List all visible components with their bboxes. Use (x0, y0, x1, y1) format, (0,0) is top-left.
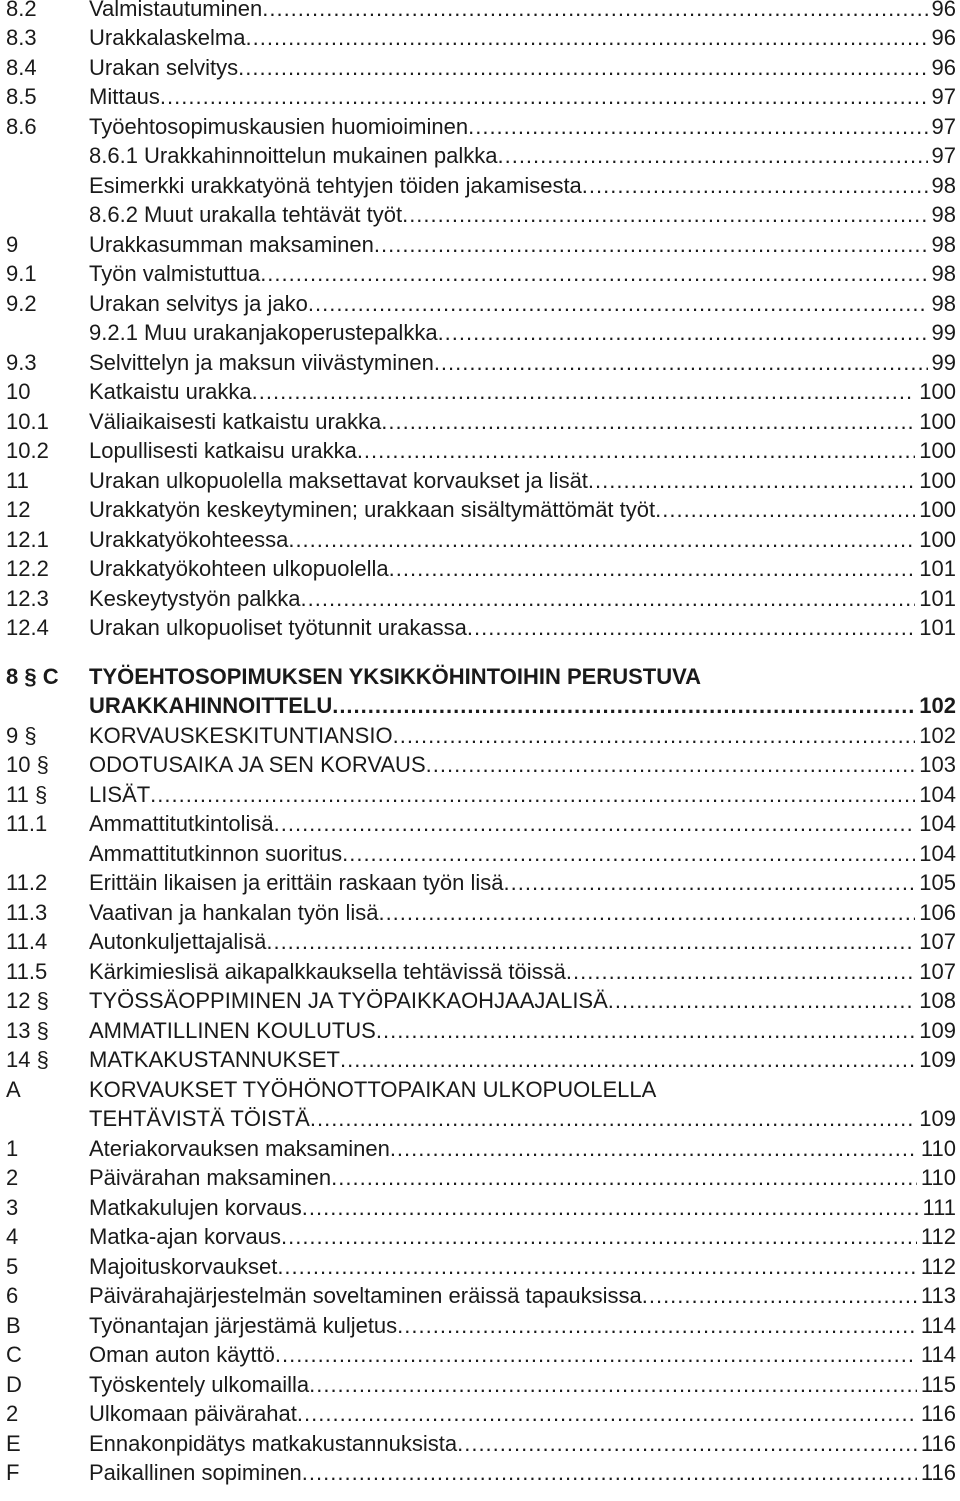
toc-entry-title: URAKKAHINNOITTELU (89, 693, 333, 718)
toc-entry-number: 11.4 (6, 929, 48, 954)
toc-entry-page-number: 100 (919, 497, 956, 522)
toc-entry[interactable] (0, 377, 958, 407)
toc-entry-page-number: 116 (920, 1460, 956, 1485)
dot-leader (393, 721, 916, 751)
toc-entry-page-number: 111 (922, 1195, 956, 1220)
dot-leader (252, 377, 916, 407)
dot-leader (389, 554, 916, 584)
toc-entry-page-number: 109 (919, 1047, 956, 1072)
toc-entry-number: 12 § (6, 988, 49, 1013)
toc-entry-page-number: 110 (920, 1136, 956, 1161)
toc-entry[interactable] (0, 986, 958, 1016)
toc-entry[interactable] (0, 1281, 958, 1311)
toc-entry-number: 1 (6, 1136, 19, 1161)
toc-entry-number: 12.1 (6, 527, 49, 552)
dot-leader (332, 691, 915, 721)
toc-entry-page-number: 112 (920, 1224, 956, 1249)
toc-entry-number: A (6, 1077, 21, 1102)
dot-leader (402, 200, 927, 230)
toc-entry[interactable] (0, 1311, 958, 1341)
toc-entry[interactable] (0, 691, 958, 721)
dot-leader (434, 348, 928, 378)
toc-entry[interactable] (0, 230, 958, 260)
dot-leader (374, 230, 928, 260)
toc-entry[interactable] (0, 0, 958, 24)
toc-entry-title: Lopullisesti katkaisu urakka (89, 438, 357, 463)
toc-entry-title: Urakan ulkopuolella maksettavat korvaukset ja lisät (89, 468, 588, 493)
toc-entry-page-number: 97 (931, 143, 956, 168)
toc-entry-number: 11.3 (6, 900, 48, 925)
dot-leader (310, 1104, 915, 1134)
toc-entry-title: TEHTÄVISTÄ TÖISTÄ (89, 1106, 310, 1131)
toc-entry-number: 10.2 (6, 438, 49, 463)
toc-entry-title: 9.2.1 Muu urakanjakoperustepalkka (89, 320, 438, 345)
toc-entry-title: Väliaikaisesti katkaistu urakka (89, 409, 382, 434)
toc-entry-number: 11.1 (6, 811, 48, 836)
toc-entry-number: 11 § (6, 782, 48, 807)
toc-entry[interactable] (0, 1045, 958, 1075)
toc-entry-page-number: 101 (919, 556, 956, 581)
toc-entry-page-number: 101 (919, 586, 956, 611)
dot-leader (288, 525, 915, 555)
toc-entry-number: 8.2 (6, 0, 37, 21)
toc-entry[interactable] (0, 436, 958, 466)
toc-entry-title: Katkaistu urakka (89, 379, 252, 404)
toc-entry[interactable] (0, 721, 958, 751)
toc-entry-title: KORVAUSKESKITUNTIANSIO (89, 723, 393, 748)
toc-entry[interactable] (0, 1252, 958, 1282)
toc-entry-title: KORVAUKSET TYÖHÖNOTTOPAIKAN ULKOPUOLELLA (89, 1077, 657, 1102)
toc-entry-title: Päivärahan maksaminen (89, 1165, 332, 1190)
toc-entry-page-number: 97 (931, 84, 956, 109)
toc-entry-page-number: 96 (931, 0, 956, 21)
toc-entry[interactable] (0, 1370, 958, 1400)
toc-entry[interactable] (0, 171, 958, 201)
toc-entry[interactable] (0, 525, 958, 555)
dot-leader (331, 1163, 917, 1193)
dot-leader (457, 1429, 917, 1459)
toc-entry[interactable] (0, 662, 958, 692)
toc-entry-title: Urakkatyön keskeytyminen; urakkaan sisältymättömät työt (89, 497, 656, 522)
dot-leader (467, 613, 915, 643)
toc-entry-title: Urakan ulkopuoliset työtunnit urakassa (89, 615, 467, 640)
dot-leader (608, 986, 915, 1016)
toc-entry-title: Erittäin likaisen ja erittäin raskaan työn lisä (89, 870, 504, 895)
toc-entry-number: D (6, 1372, 22, 1397)
toc-entry-page-number: 96 (931, 25, 956, 50)
toc-entry-number: 10.1 (6, 409, 49, 434)
toc-entry[interactable] (0, 1193, 958, 1223)
toc-entry-title: TYÖEHTOSOPIMUKSEN YKSIKKÖHINTOIHIN PERUSTUVA (89, 664, 702, 689)
toc-entry-page-number: 106 (919, 900, 956, 925)
toc-entry[interactable] (0, 584, 958, 614)
dot-leader (275, 1340, 917, 1370)
toc-entry-page-number: 107 (919, 929, 956, 954)
toc-entry[interactable] (0, 1399, 958, 1429)
toc-entry-number: 8.3 (6, 25, 37, 50)
toc-entry-page-number: 116 (920, 1401, 956, 1426)
dot-leader (342, 839, 915, 869)
toc-entry-title: 8.6.2 Muut urakalla tehtävät työt (89, 202, 403, 227)
toc-entry-number: B (6, 1313, 21, 1338)
toc-entry-page-number: 100 (919, 527, 956, 552)
toc-entry-number: 9.3 (6, 350, 37, 375)
toc-entry[interactable] (0, 898, 958, 928)
toc-entry-title: Ammattitutkinnon suoritus (89, 841, 343, 866)
toc-entry-page-number: 100 (919, 379, 956, 404)
toc-entry-number: 9 § (6, 723, 37, 748)
toc-entry-number: 9.2 (6, 291, 37, 316)
toc-entry-title: Esimerkki urakkatyönä tehtyjen töiden jakamisesta (89, 173, 582, 198)
toc-entry-number: 8.5 (6, 84, 37, 109)
toc-entry-page-number: 97 (931, 114, 956, 139)
toc-entry-page-number: 98 (931, 291, 956, 316)
dot-leader (260, 259, 927, 289)
toc-entry-number: 12.3 (6, 586, 49, 611)
toc-entry[interactable] (0, 318, 958, 348)
dot-leader (308, 289, 928, 319)
dot-leader (381, 407, 915, 437)
toc-entry-page-number: 98 (931, 232, 956, 257)
toc-entry-page-number: 102 (919, 693, 956, 718)
toc-entry-page-number: 99 (931, 350, 956, 375)
dot-leader (390, 1134, 917, 1164)
toc-entry-number: 10 § (6, 752, 49, 777)
dot-leader (582, 171, 928, 201)
toc-entry-number: 14 § (6, 1047, 49, 1072)
dot-leader (309, 1370, 917, 1400)
toc-entry-title: Keskeytystyön palkka (89, 586, 301, 611)
toc-entry[interactable] (0, 957, 958, 987)
dot-leader (655, 495, 915, 525)
toc-entry[interactable] (0, 466, 958, 496)
toc-entry[interactable] (0, 613, 958, 643)
toc-entry-title: Vaativan ja hankalan työn lisä (89, 900, 379, 925)
toc-entry[interactable] (0, 868, 958, 898)
toc-entry[interactable] (0, 112, 958, 142)
toc-entry-page-number: 99 (931, 320, 956, 345)
toc-entry[interactable] (0, 839, 958, 869)
toc-entry-number: 12.4 (6, 615, 49, 640)
toc-entry-number: 2 (6, 1401, 19, 1426)
toc-entry[interactable] (0, 750, 958, 780)
dot-leader (277, 1252, 917, 1282)
toc-entry-title: Ateriakorvauksen maksaminen (89, 1136, 390, 1161)
toc-entry-title: Oman auton käyttö (89, 1342, 275, 1367)
dot-leader (376, 1016, 915, 1046)
toc-entry-title: Matka-ajan korvaus (89, 1224, 281, 1249)
toc-entry[interactable] (0, 1458, 958, 1488)
toc-entry-page-number: 109 (919, 1106, 956, 1131)
toc-entry-title: Työn valmistuttua (89, 261, 261, 286)
toc-entry-page-number: 104 (919, 841, 956, 866)
toc-entry-title: Työehtosopimuskausien huomioiminen (89, 114, 469, 139)
toc-entry-number: 6 (6, 1283, 19, 1308)
dot-leader (642, 1281, 917, 1311)
dot-leader (301, 584, 916, 614)
toc-entry-page-number: 101 (919, 615, 956, 640)
toc-entry-number: 8 § C (6, 664, 59, 689)
toc-entry-page-number: 100 (919, 468, 956, 493)
toc-entry[interactable] (0, 259, 958, 289)
toc-entry-number: 8.6 (6, 114, 37, 139)
toc-entry-number: 11 (6, 468, 29, 493)
toc-entry-title: Ennakonpidätys matkakustannuksista (89, 1431, 458, 1456)
toc-entry-title: Mittaus (89, 84, 160, 109)
toc-entry[interactable] (0, 1016, 958, 1046)
toc-entry-title: TYÖSSÄOPPIMINEN JA TYÖPAIKKAOHJAAJALISÄ (89, 988, 608, 1013)
toc-entry-title: Urakkatyökohteessa (89, 527, 289, 552)
toc-entry-page-number: 100 (919, 438, 956, 463)
toc-entry-page-number: 96 (931, 55, 956, 80)
toc-entry-page-number: 114 (920, 1342, 956, 1367)
dot-leader (302, 1193, 919, 1223)
toc-entry-number: 9.1 (6, 261, 37, 286)
toc-entry-number: 8.4 (6, 55, 37, 80)
toc-entry-number: 11.2 (6, 870, 48, 895)
dot-leader (246, 23, 928, 53)
toc-entry-title: 8.6.1 Urakkahinnoittelun mukainen palkka (89, 143, 498, 168)
toc-entry[interactable] (0, 780, 958, 810)
toc-entry-number: E (6, 1431, 21, 1456)
dot-leader (438, 318, 928, 348)
dot-leader (588, 466, 915, 496)
toc-entry[interactable] (0, 809, 958, 839)
toc-entry-page-number: 112 (920, 1254, 956, 1279)
dot-leader (238, 53, 927, 83)
toc-entry[interactable] (0, 289, 958, 319)
toc-entry-title: LISÄT (89, 782, 151, 807)
toc-entry[interactable] (0, 1222, 958, 1252)
toc-entry-page-number: 102 (919, 723, 956, 748)
toc-entry[interactable] (0, 554, 958, 584)
toc-entry-title: Ulkomaan päivärahat (89, 1401, 297, 1426)
toc-entry-title: Ammattitutkintolisä (89, 811, 274, 836)
toc-entry[interactable] (0, 348, 958, 378)
dot-leader (281, 1222, 917, 1252)
dot-leader (468, 112, 927, 142)
toc-entry[interactable] (0, 82, 958, 112)
toc-entry-title: MATKAKUSTANNUKSET (89, 1047, 340, 1072)
toc-entry-page-number: 103 (919, 752, 956, 777)
dot-leader (566, 957, 915, 987)
toc-entry-page-number: 98 (931, 261, 956, 286)
toc-entry-title: Majoituskorvaukset (89, 1254, 278, 1279)
toc-entry[interactable] (0, 1340, 958, 1370)
toc-entry-number: C (6, 1342, 22, 1367)
toc-entry[interactable] (0, 1104, 958, 1134)
toc-entry-title: Kärkimieslisä aikapalkkauksella tehtävissä töissä (89, 959, 566, 984)
toc-entry-title: Paikallinen sopiminen (89, 1460, 302, 1485)
dot-leader (378, 898, 915, 928)
toc-entry-page-number: 110 (920, 1165, 956, 1190)
toc-entry-number: 10 (6, 379, 31, 404)
toc-entry-title: Urakkatyökohteen ulkopuolella (89, 556, 389, 581)
dot-leader (297, 1399, 917, 1429)
toc-entry[interactable] (0, 23, 958, 53)
toc-entry-page-number: 98 (931, 202, 956, 227)
dot-leader (340, 1045, 915, 1075)
toc-entry-title: AMMATILLINEN KOULUTUS (89, 1018, 376, 1043)
toc-entry-number: 9 (6, 232, 19, 257)
toc-entry-page-number: 109 (919, 1018, 956, 1043)
toc-entry-number: 4 (6, 1224, 19, 1249)
toc-entry-page-number: 105 (919, 870, 956, 895)
toc-entry-title: Autonkuljettajalisä (89, 929, 267, 954)
toc-entry-page-number: 116 (920, 1431, 956, 1456)
toc-entry-number: F (6, 1460, 20, 1485)
toc-entry[interactable] (0, 1075, 958, 1105)
toc-entry-title: Urakan selvitys (89, 55, 239, 80)
toc-entry-title: Urakkasumman maksaminen (89, 232, 374, 257)
toc-entry[interactable] (0, 141, 958, 171)
toc-entry[interactable] (0, 495, 958, 525)
toc-entry-title: Työnantajan järjestämä kuljetus (89, 1313, 398, 1338)
toc-entry-page-number: 114 (920, 1313, 956, 1338)
toc-entry-number: 3 (6, 1195, 19, 1220)
dot-leader (302, 1458, 917, 1488)
dot-leader (497, 141, 927, 171)
toc-entry-title: ODOTUSAIKA JA SEN KORVAUS (89, 752, 426, 777)
dot-leader (266, 927, 915, 957)
toc-entry-page-number: 115 (920, 1372, 956, 1397)
toc-entry-title: Matkakulujen korvaus (89, 1195, 302, 1220)
toc-entry-title: Päivärahajärjestelmän soveltaminen eräissä tapauksissa (89, 1283, 642, 1308)
toc-entry[interactable] (0, 1429, 958, 1459)
dot-leader (262, 0, 927, 24)
dot-leader (397, 1311, 917, 1341)
toc-entry[interactable] (0, 1163, 958, 1193)
toc-entry[interactable] (0, 53, 958, 83)
toc-entry-number: 11.5 (6, 959, 48, 984)
toc-entry-page-number: 100 (919, 409, 956, 434)
toc-entry-title: Selvittelyn ja maksun viivästyminen (89, 350, 434, 375)
toc-entry-page-number: 98 (931, 173, 956, 198)
toc-entry-number: 5 (6, 1254, 19, 1279)
toc-entry-title: Valmistautuminen (89, 0, 263, 21)
toc-entry-page-number: 108 (919, 988, 956, 1013)
toc-entry-number: 2 (6, 1165, 19, 1190)
toc-entry[interactable] (0, 200, 958, 230)
dot-leader (274, 809, 916, 839)
dot-leader (504, 868, 916, 898)
toc-entry-number: 13 § (6, 1018, 49, 1043)
toc-entry-page-number: 104 (919, 811, 956, 836)
toc-entry-number: 12 (6, 497, 31, 522)
toc-entry-page-number: 113 (920, 1283, 956, 1308)
toc-entry[interactable] (0, 407, 958, 437)
toc-entry-title: Työskentely ulkomailla (89, 1372, 310, 1397)
toc-entry-page-number: 104 (919, 782, 956, 807)
dot-leader (357, 436, 915, 466)
toc-entry-page-number: 107 (919, 959, 956, 984)
toc-entry-title: Urakan selvitys ja jako (89, 291, 308, 316)
dot-leader (426, 750, 916, 780)
toc-entry[interactable] (0, 927, 958, 957)
dot-leader (160, 82, 928, 112)
dot-leader (150, 780, 915, 810)
toc-entry-number: 12.2 (6, 556, 49, 581)
toc-entry-title: Urakkalaskelma (89, 25, 246, 50)
toc-entry[interactable] (0, 1134, 958, 1164)
